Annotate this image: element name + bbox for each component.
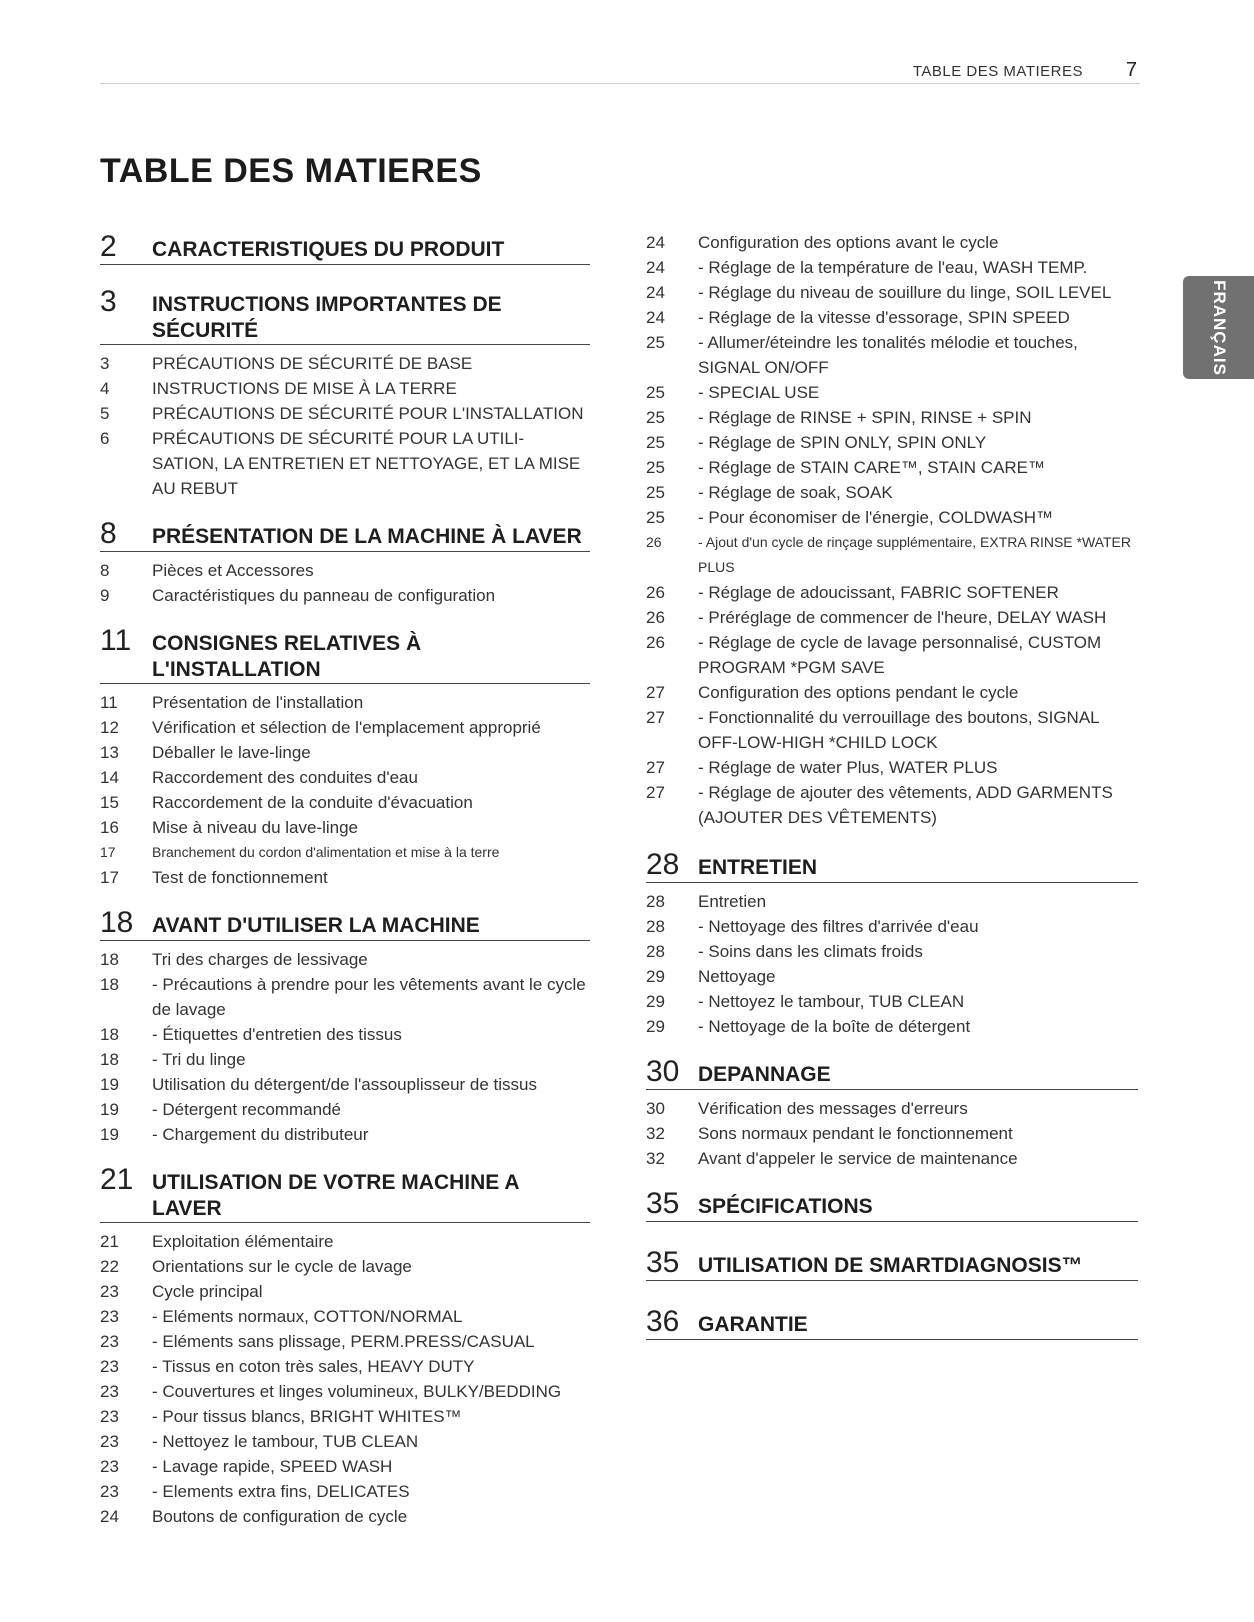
toc-entry-page: 15 xyxy=(100,793,119,812)
toc-entry[interactable] xyxy=(646,889,1138,914)
toc-entry-page: 23 xyxy=(100,1282,119,1301)
language-tab xyxy=(1183,276,1254,379)
toc-entry-page: 18 xyxy=(100,975,119,994)
toc-entry-page: 19 xyxy=(100,1125,119,1144)
toc-entry[interactable] xyxy=(646,380,1138,405)
toc-entry[interactable] xyxy=(100,790,590,815)
toc-entry[interactable] xyxy=(100,558,590,583)
toc-section-page: 35 xyxy=(646,1246,680,1279)
toc-entry-text: - Pour tissus blancs, BRIGHT WHITES™ xyxy=(152,1407,462,1426)
toc-entry[interactable] xyxy=(100,1047,590,1072)
toc-entry-page: 18 xyxy=(100,1050,119,1069)
toc-entry-text: - Couvertures et linges volumineux, BULKY/BEDDING xyxy=(152,1382,562,1401)
toc-entry-page: 13 xyxy=(100,743,119,762)
toc-section-title: CONSIGNES RELATIVES À L'INSTALLATION xyxy=(152,632,422,681)
toc-entry-page: 23 xyxy=(100,1432,119,1451)
toc-section-page: 11 xyxy=(100,624,132,657)
toc-entry-page: 18 xyxy=(100,950,119,969)
toc-entry-text: Vérification et sélection de l'emplacement approprié xyxy=(152,718,541,737)
toc-entry-text: - Nettoyez le tambour, TUB CLEAN xyxy=(152,1432,419,1451)
toc-entry-page: 29 xyxy=(646,1017,665,1036)
toc-entry[interactable] xyxy=(646,939,1138,964)
toc-entry[interactable] xyxy=(646,305,1138,330)
toc-entry-text: Avant d'appeler le service de maintenance xyxy=(698,1149,1018,1168)
toc-entry-page: 16 xyxy=(100,818,119,837)
toc-entry-page: 17 xyxy=(100,844,116,860)
toc-entry[interactable] xyxy=(100,1122,590,1147)
toc-section-title: CARACTERISTIQUES DU PRODUIT xyxy=(152,238,505,261)
toc-entry[interactable] xyxy=(100,351,590,376)
toc-entry-page: 30 xyxy=(646,1099,665,1118)
toc-entry-text: - Nettoyage de la boîte de détergent xyxy=(698,1017,971,1036)
toc-entry[interactable] xyxy=(100,1097,590,1122)
toc-section-heading[interactable] xyxy=(100,1163,590,1223)
toc-entry[interactable] xyxy=(646,405,1138,430)
toc-entry[interactable] xyxy=(100,1454,590,1479)
toc-entry-text: - Réglage de soak, SOAK xyxy=(698,483,893,502)
toc-entry-page: 27 xyxy=(646,708,665,727)
toc-entry-text: - Fonctionnalité du verrouillage des boutons, SIGNAL OFF-LOW-HIGH *CHILD LOCK xyxy=(698,708,1099,752)
toc-entry-page: 27 xyxy=(646,683,665,702)
toc-entry-page: 25 xyxy=(646,333,665,352)
toc-entry-text: - Tissus en coton très sales, HEAVY DUTY xyxy=(152,1357,475,1376)
toc-section-heading[interactable] xyxy=(100,517,590,552)
toc-section-page: 30 xyxy=(646,1055,680,1088)
toc-entry-page: 17 xyxy=(100,868,119,887)
toc-entry-text: - Détergent recommandé xyxy=(152,1100,341,1119)
toc-entry-page: 29 xyxy=(646,967,665,986)
toc-entry[interactable] xyxy=(646,330,1138,380)
toc-section-heading[interactable] xyxy=(646,1305,1138,1340)
toc-entry-text: - Nettoyage des filtres d'arrivée d'eau xyxy=(698,917,979,936)
toc-entry[interactable] xyxy=(100,1429,590,1454)
toc-entry[interactable] xyxy=(100,1504,590,1529)
toc-entry[interactable] xyxy=(100,583,590,608)
toc-entry[interactable] xyxy=(646,480,1138,505)
toc-entry-page: 3 xyxy=(100,354,110,373)
toc-section-heading[interactable] xyxy=(100,230,590,265)
toc-entry-page: 28 xyxy=(646,917,665,936)
toc-entry[interactable] xyxy=(100,1404,590,1429)
toc-entry[interactable] xyxy=(100,815,590,840)
toc-entry[interactable] xyxy=(646,964,1138,989)
toc-entry-text: Configuration des options pendant le cycle xyxy=(698,683,1019,702)
toc-section-page: 3 xyxy=(100,285,117,318)
toc-section-title: UTILISATION DE SMARTDIAGNOSIS™ xyxy=(698,1254,1083,1277)
toc-entry[interactable] xyxy=(646,505,1138,530)
toc-section-page: 2 xyxy=(100,230,117,263)
page-title: TABLE DES MATIERES xyxy=(100,152,482,190)
toc-entry-text: Raccordement de la conduite d'évacuation xyxy=(152,793,473,812)
toc-entry[interactable] xyxy=(646,780,1138,830)
toc-section-page: 21 xyxy=(100,1163,134,1196)
toc-entry-page: 24 xyxy=(646,233,665,252)
toc-entry[interactable] xyxy=(100,972,590,1022)
toc-entry-page: 23 xyxy=(100,1457,119,1476)
toc-entry-text: Mise à niveau du lave-linge xyxy=(152,818,359,837)
toc-section-page: 36 xyxy=(646,1305,680,1338)
toc-entry-text: - Nettoyez le tambour, TUB CLEAN xyxy=(698,992,965,1011)
toc-entry-page: 18 xyxy=(100,1025,119,1044)
toc-entry-page: 5 xyxy=(100,404,110,423)
toc-entry-text: Présentation de l'installation xyxy=(152,693,364,712)
toc-entry[interactable] xyxy=(100,1354,590,1379)
toc-entry-text: Cycle principal xyxy=(152,1282,263,1301)
toc-entry-page: 25 xyxy=(646,383,665,402)
toc-entry-page: 25 xyxy=(646,458,665,477)
toc-section-page: 18 xyxy=(100,906,134,939)
toc-entry-text: - Tri du linge xyxy=(152,1050,246,1069)
toc-entry[interactable] xyxy=(646,1121,1138,1146)
toc-entry-text: Test de fonctionnement xyxy=(152,868,328,887)
toc-entry[interactable] xyxy=(646,989,1138,1014)
toc-entry[interactable] xyxy=(100,715,590,740)
toc-section-title: SPÉCIFICATIONS xyxy=(698,1195,873,1218)
toc-entry-text: - Précautions à prendre pour les vêtements avant le cycle de lavage xyxy=(152,975,586,1019)
toc-entry-text: - Réglage de water Plus, WATER PLUS xyxy=(698,758,998,777)
toc-entry[interactable] xyxy=(100,690,590,715)
toc-entry-page: 11 xyxy=(100,693,118,712)
toc-entry-text: - Eléments normaux, COTTON/NORMAL xyxy=(152,1307,463,1326)
toc-entry-text: - Réglage de cycle de lavage personnalisé, CUSTOM PROGRAM *PGM SAVE xyxy=(698,633,1102,677)
toc-entry-text: Orientations sur le cycle de lavage xyxy=(152,1257,412,1276)
toc-entry-page: 26 xyxy=(646,534,662,550)
toc-entry-text: - Soins dans les climats froids xyxy=(698,942,923,961)
toc-entry-text: Vérification des messages d'erreurs xyxy=(698,1099,968,1118)
toc-entry-text: - Elements extra fins, DELICATES xyxy=(152,1482,410,1501)
toc-entry-text: - Étiquettes d'entretien des tissus xyxy=(152,1025,402,1044)
toc-entry-page: 32 xyxy=(646,1149,665,1168)
toc-entry[interactable] xyxy=(646,455,1138,480)
header-section-title: TABLE DES MATIERES xyxy=(912,63,1083,80)
toc-entry-text: Configuration des options avant le cycle xyxy=(698,233,999,252)
toc-entry[interactable] xyxy=(646,530,1138,580)
toc-entry-text: - Réglage de ajouter des vêtements, ADD GARMENTS (AJOUTER DES VÊTEMENTS) xyxy=(698,783,1113,827)
toc-entry[interactable] xyxy=(100,840,590,865)
toc-entry-page: 4 xyxy=(100,379,110,398)
toc-entry[interactable] xyxy=(100,740,590,765)
toc-section-title: ENTRETIEN xyxy=(698,856,818,879)
toc-entry[interactable] xyxy=(646,280,1138,305)
toc-entry-page: 25 xyxy=(646,408,665,427)
toc-entry-text: - Préréglage de commencer de l'heure, DELAY WASH xyxy=(698,608,1107,627)
toc-entry[interactable] xyxy=(646,755,1138,780)
toc-section-page: 28 xyxy=(646,848,680,881)
toc-entry[interactable] xyxy=(100,426,590,501)
running-header xyxy=(100,60,1140,84)
toc-entry-page: 27 xyxy=(646,783,665,802)
toc-entry-page: 28 xyxy=(646,942,665,961)
toc-entry-text: Utilisation du détergent/de l'assouplisseur de tissus xyxy=(152,1075,538,1094)
toc-entry-text: INSTRUCTIONS DE MISE À LA TERRE xyxy=(152,379,457,398)
toc-entry-page: 26 xyxy=(646,583,665,602)
toc-entry-page: 19 xyxy=(100,1100,119,1119)
toc-entry[interactable] xyxy=(100,765,590,790)
toc-entry-text: - Chargement du distributeur xyxy=(152,1125,369,1144)
toc-entry[interactable] xyxy=(100,1304,590,1329)
toc-entry-page: 26 xyxy=(646,608,665,627)
toc-entry-page: 25 xyxy=(646,508,665,527)
toc-entry[interactable] xyxy=(100,1479,590,1504)
toc-entry-page: 22 xyxy=(100,1257,119,1276)
toc-entry-text: Sons normaux pendant le fonctionnement xyxy=(698,1124,1013,1143)
toc-left-column xyxy=(100,230,590,1529)
toc-entry-page: 23 xyxy=(100,1332,119,1351)
toc-section-heading[interactable] xyxy=(646,848,1138,883)
toc-entry-text: Entretien xyxy=(698,892,767,911)
toc-entry[interactable] xyxy=(646,605,1138,630)
toc-entry[interactable] xyxy=(100,947,590,972)
toc-entry-text: Boutons de configuration de cycle xyxy=(152,1507,408,1526)
toc-entry-text: - Réglage de STAIN CARE™, STAIN CARE™ xyxy=(698,458,1046,477)
toc-entry[interactable] xyxy=(100,401,590,426)
toc-entry[interactable] xyxy=(100,1254,590,1279)
toc-entry-text: - Pour économiser de l'énergie, COLDWASH™ xyxy=(698,508,1054,527)
toc-entry-text: - Réglage du niveau de souillure du linge, SOIL LEVEL xyxy=(698,283,1112,302)
toc-entry-page: 25 xyxy=(646,483,665,502)
toc-entry-text: PRÉCAUTIONS DE SÉCURITÉ POUR LA UTILI-SATION, LA ENTRETIEN ET NETTOYAGE, ET LA MISE AU REBUT xyxy=(152,429,581,498)
toc-entry-page: 12 xyxy=(100,718,119,737)
toc-entry[interactable] xyxy=(646,1096,1138,1121)
toc-entry-page: 23 xyxy=(100,1382,119,1401)
toc-entry[interactable] xyxy=(646,1014,1138,1039)
toc-entry[interactable] xyxy=(100,1329,590,1354)
toc-entry-text: Nettoyage xyxy=(698,967,776,986)
toc-entry-text: Raccordement des conduites d'eau xyxy=(152,768,418,787)
toc-entry[interactable] xyxy=(100,865,590,890)
toc-entry-page: 23 xyxy=(100,1407,119,1426)
toc-entry-page: 23 xyxy=(100,1307,119,1326)
toc-entry-page: 24 xyxy=(646,308,665,327)
toc-entry[interactable] xyxy=(100,376,590,401)
toc-entry-page: 14 xyxy=(100,768,119,787)
toc-section-title: INSTRUCTIONS IMPORTANTES DE SÉCURITÉ xyxy=(152,293,502,342)
toc-section-title: GARANTIE xyxy=(698,1313,808,1336)
toc-entry-page: 21 xyxy=(100,1232,119,1251)
toc-section-title: PRÉSENTATION DE LA MACHINE À LAVER xyxy=(152,525,582,548)
toc-entry-text: - Réglage de SPIN ONLY, SPIN ONLY xyxy=(698,433,987,452)
toc-entry[interactable] xyxy=(646,630,1138,680)
toc-entry-text: PRÉCAUTIONS DE SÉCURITÉ POUR L'INSTALLATION xyxy=(152,404,584,423)
toc-entry[interactable] xyxy=(646,1146,1138,1171)
toc-entry-text: - Réglage de la température de l'eau, WASH TEMP. xyxy=(698,258,1088,277)
toc-section-heading[interactable] xyxy=(100,285,590,345)
toc-entry-text: Branchement du cordon d'alimentation et mise à la terre xyxy=(152,844,500,860)
toc-entry-page: 19 xyxy=(100,1075,119,1094)
toc-entry-text: - Ajout d'un cycle de rinçage supplémentaire, EXTRA RINSE *WATER PLUS xyxy=(698,534,1131,575)
toc-entry-text: - Réglage de la vitesse d'essorage, SPIN SPEED xyxy=(698,308,1070,327)
toc-entry-page: 8 xyxy=(100,561,110,580)
toc-right-column xyxy=(646,230,1138,1346)
toc-entry-text: Caractéristiques du panneau de configuration xyxy=(152,586,496,605)
language-tab-label: FRANÇAIS xyxy=(1209,279,1229,376)
toc-entry[interactable] xyxy=(646,680,1138,705)
toc-entry[interactable] xyxy=(100,1072,590,1097)
toc-entry-page: 24 xyxy=(646,258,665,277)
toc-entry-page: 23 xyxy=(100,1357,119,1376)
toc-entry[interactable] xyxy=(646,255,1138,280)
toc-section-heading[interactable] xyxy=(646,1055,1138,1090)
toc-entry[interactable] xyxy=(646,705,1138,755)
toc-section-heading[interactable] xyxy=(646,1246,1138,1281)
toc-section-title: UTILISATION DE VOTRE MACHINE A LAVER xyxy=(152,1171,519,1220)
toc-entry-page: 24 xyxy=(100,1507,119,1526)
toc-entry[interactable] xyxy=(100,1022,590,1047)
toc-entry-text: Pièces et Accessores xyxy=(152,561,314,580)
toc-entry-text: Exploitation élémentaire xyxy=(152,1232,334,1251)
toc-entry-page: 25 xyxy=(646,433,665,452)
toc-entry[interactable] xyxy=(100,1379,590,1404)
toc-entry[interactable] xyxy=(100,1229,590,1254)
toc-entry[interactable] xyxy=(646,430,1138,455)
toc-entry-page: 6 xyxy=(100,429,110,448)
toc-entry-text: - Réglage de adoucissant, FABRIC SOFTENER xyxy=(698,583,1059,602)
toc-section-page: 8 xyxy=(100,517,117,550)
toc-entry-page: 9 xyxy=(100,586,110,605)
toc-entry-text: Déballer le lave-linge xyxy=(152,743,311,762)
toc-entry-text: - Lavage rapide, SPEED WASH xyxy=(152,1457,393,1476)
toc-section-heading[interactable] xyxy=(100,906,590,941)
toc-entry-page: 28 xyxy=(646,892,665,911)
toc-entry-page: 26 xyxy=(646,633,665,652)
toc-entry[interactable] xyxy=(646,580,1138,605)
toc-section-page: 35 xyxy=(646,1187,680,1220)
toc-entry-text: PRÉCAUTIONS DE SÉCURITÉ DE BASE xyxy=(152,354,473,373)
toc-entry-page: 29 xyxy=(646,992,665,1011)
toc-entry-page: 27 xyxy=(646,758,665,777)
toc-section-heading[interactable] xyxy=(646,1187,1138,1222)
toc-entry[interactable] xyxy=(646,230,1138,255)
toc-entry-page: 24 xyxy=(646,283,665,302)
toc-entry-page: 32 xyxy=(646,1124,665,1143)
toc-entry-page: 23 xyxy=(100,1482,119,1501)
toc-section-title: AVANT D'UTILISER LA MACHINE xyxy=(152,914,480,937)
toc-entry-text: - Réglage de RINSE + SPIN, RINSE + SPIN xyxy=(698,408,1032,427)
toc-entry-text: Tri des charges de lessivage xyxy=(152,950,368,969)
toc-entry-text: - Allumer/éteindre les tonalités mélodie et touches, SIGNAL ON/OFF xyxy=(698,333,1078,377)
toc-entry-text: - Eléments sans plissage, PERM.PRESS/CASUAL xyxy=(152,1332,535,1351)
toc-section-title: DEPANNAGE xyxy=(698,1063,831,1086)
toc-entry-text: - SPECIAL USE xyxy=(698,383,820,402)
page-number: 7 xyxy=(1125,59,1137,81)
toc-section-heading[interactable] xyxy=(100,624,590,684)
toc-entry[interactable] xyxy=(100,1279,590,1304)
toc-entry[interactable] xyxy=(646,914,1138,939)
